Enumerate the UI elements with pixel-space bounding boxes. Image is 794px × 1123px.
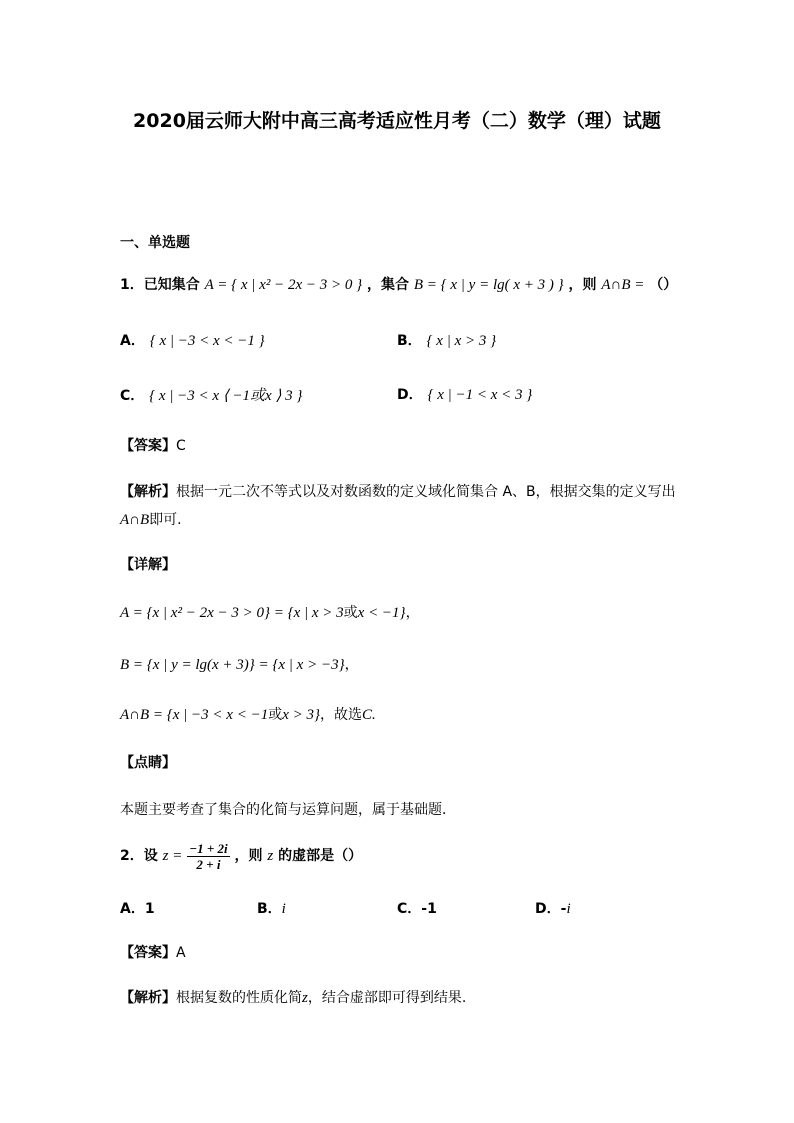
option-a-text: { x | −3 < x < −1 } [149, 333, 265, 349]
complex-fraction [187, 841, 229, 872]
question-1 [120, 274, 677, 294]
section-heading: 一、单选题 [120, 235, 190, 251]
q2-answer [120, 942, 186, 962]
question-2-prefix: 2．设 [120, 848, 158, 864]
q1-option-b[interactable] [397, 330, 496, 350]
q2-analysis-z: z [302, 990, 308, 1006]
q1-analysis [120, 481, 676, 501]
question-1-prefix: 1．已知集合 [120, 277, 200, 293]
question-2-suffix: 的虚部是（） [278, 848, 363, 864]
q2-analysis-text-b: ，结合虚部即可得到结果. [307, 990, 467, 1006]
detail-line-1 [120, 602, 420, 622]
option-b-label: B． [397, 333, 422, 349]
option-c-text: { x | −3 < x ⟨ −1或x ⟩ 3 } [149, 388, 303, 404]
q1-answer [120, 435, 186, 455]
option-a-label: A． [120, 333, 145, 349]
detail-line-3 [120, 704, 376, 724]
analysis-text: 根据一元二次不等式以及对数函数的定义域化简集合 A、B，根据交集的定义写出 [176, 484, 676, 500]
q1-detail-heading [120, 554, 176, 574]
question-1-mid: ，集合 [366, 277, 409, 293]
detail-1-tail: x < −1} [357, 605, 406, 621]
q1-option-d[interactable] [397, 384, 532, 404]
detail-3-tail: x > 3} [282, 707, 320, 723]
z-equals: z = [162, 848, 183, 864]
q2-option-d-label: D．- [535, 901, 567, 917]
comment-tag: 【点睛】 [120, 755, 176, 771]
q1-comment: 本题主要考查了集合的化简与运算问题，属于基础题． [120, 802, 456, 818]
set-b-definition: B = { x | y = lg( x + 3 ) } [413, 277, 564, 293]
option-d-text: { x | −1 < x < 3 } [427, 387, 533, 403]
detail-3-or: 或 [268, 707, 283, 723]
page-title: 2020届云师大附中高三高考适应性月考（二）数学（理）试题 [133, 110, 661, 132]
answer-tag: 【答案】 [120, 438, 176, 454]
q1-option-c[interactable] [120, 384, 302, 405]
fraction-denominator: 2 + i [196, 856, 221, 872]
q2-option-c[interactable]: C．-1 [397, 901, 437, 917]
detail-line-2 [120, 654, 359, 674]
detail-3-end: ，故选 [320, 707, 362, 723]
detail-3-choice: C. [362, 707, 376, 723]
detail-2-math: B = {x | y = lg(x + 3)} = {x | x > −3} [120, 657, 345, 673]
detail-1-math: A = {x | x² − 2x − 3 > 0} = {x | x > 3 [120, 605, 344, 621]
z-variable: z [267, 848, 274, 864]
q2-option-d[interactable] [535, 898, 571, 918]
q1-analysis-line2 [120, 509, 182, 529]
detail-3-math: A∩B = {x | −3 < x < −1 [120, 707, 269, 723]
analysis-math: A∩B [120, 512, 150, 528]
q2-analysis [120, 987, 466, 1007]
q2-option-b-label: B． [257, 901, 282, 917]
question-1-then: ，则 [568, 277, 597, 293]
q2-analysis-tag: 【解析】 [120, 990, 176, 1006]
answer-value: C [176, 438, 186, 454]
question-2-mid: ，则 [234, 848, 263, 864]
intersection-expression: A∩B = [601, 277, 645, 293]
q2-option-d-text: i [566, 901, 571, 917]
answer-blank: （） [649, 277, 678, 293]
analysis-tail: 即可. [149, 512, 182, 528]
option-b-text: { x | x > 3 } [426, 333, 497, 349]
q2-option-b[interactable] [257, 898, 286, 918]
detail-1-or: 或 [343, 605, 358, 621]
q2-answer-tag: 【答案】 [120, 945, 176, 961]
detail-2-end: ， [344, 657, 359, 673]
q2-answer-value: A [176, 945, 186, 961]
q1-comment-heading [120, 752, 176, 772]
q2-option-a[interactable]: A．1 [120, 901, 155, 917]
set-a-definition: A = { x | x² − 2x − 3 > 0 } [204, 277, 363, 293]
analysis-tag: 【解析】 [120, 484, 176, 500]
question-2 [120, 840, 362, 872]
q2-option-b-text: i [281, 901, 286, 917]
q1-option-a[interactable] [120, 330, 265, 350]
detail-tag: 【详解】 [120, 557, 176, 573]
detail-1-end: ， [405, 605, 420, 621]
option-c-label: C． [120, 388, 145, 404]
option-d-label: D． [397, 387, 423, 403]
q2-analysis-text-a: 根据复数的性质化简 [176, 990, 302, 1006]
fraction-numerator: −1 + 2i [189, 840, 228, 856]
